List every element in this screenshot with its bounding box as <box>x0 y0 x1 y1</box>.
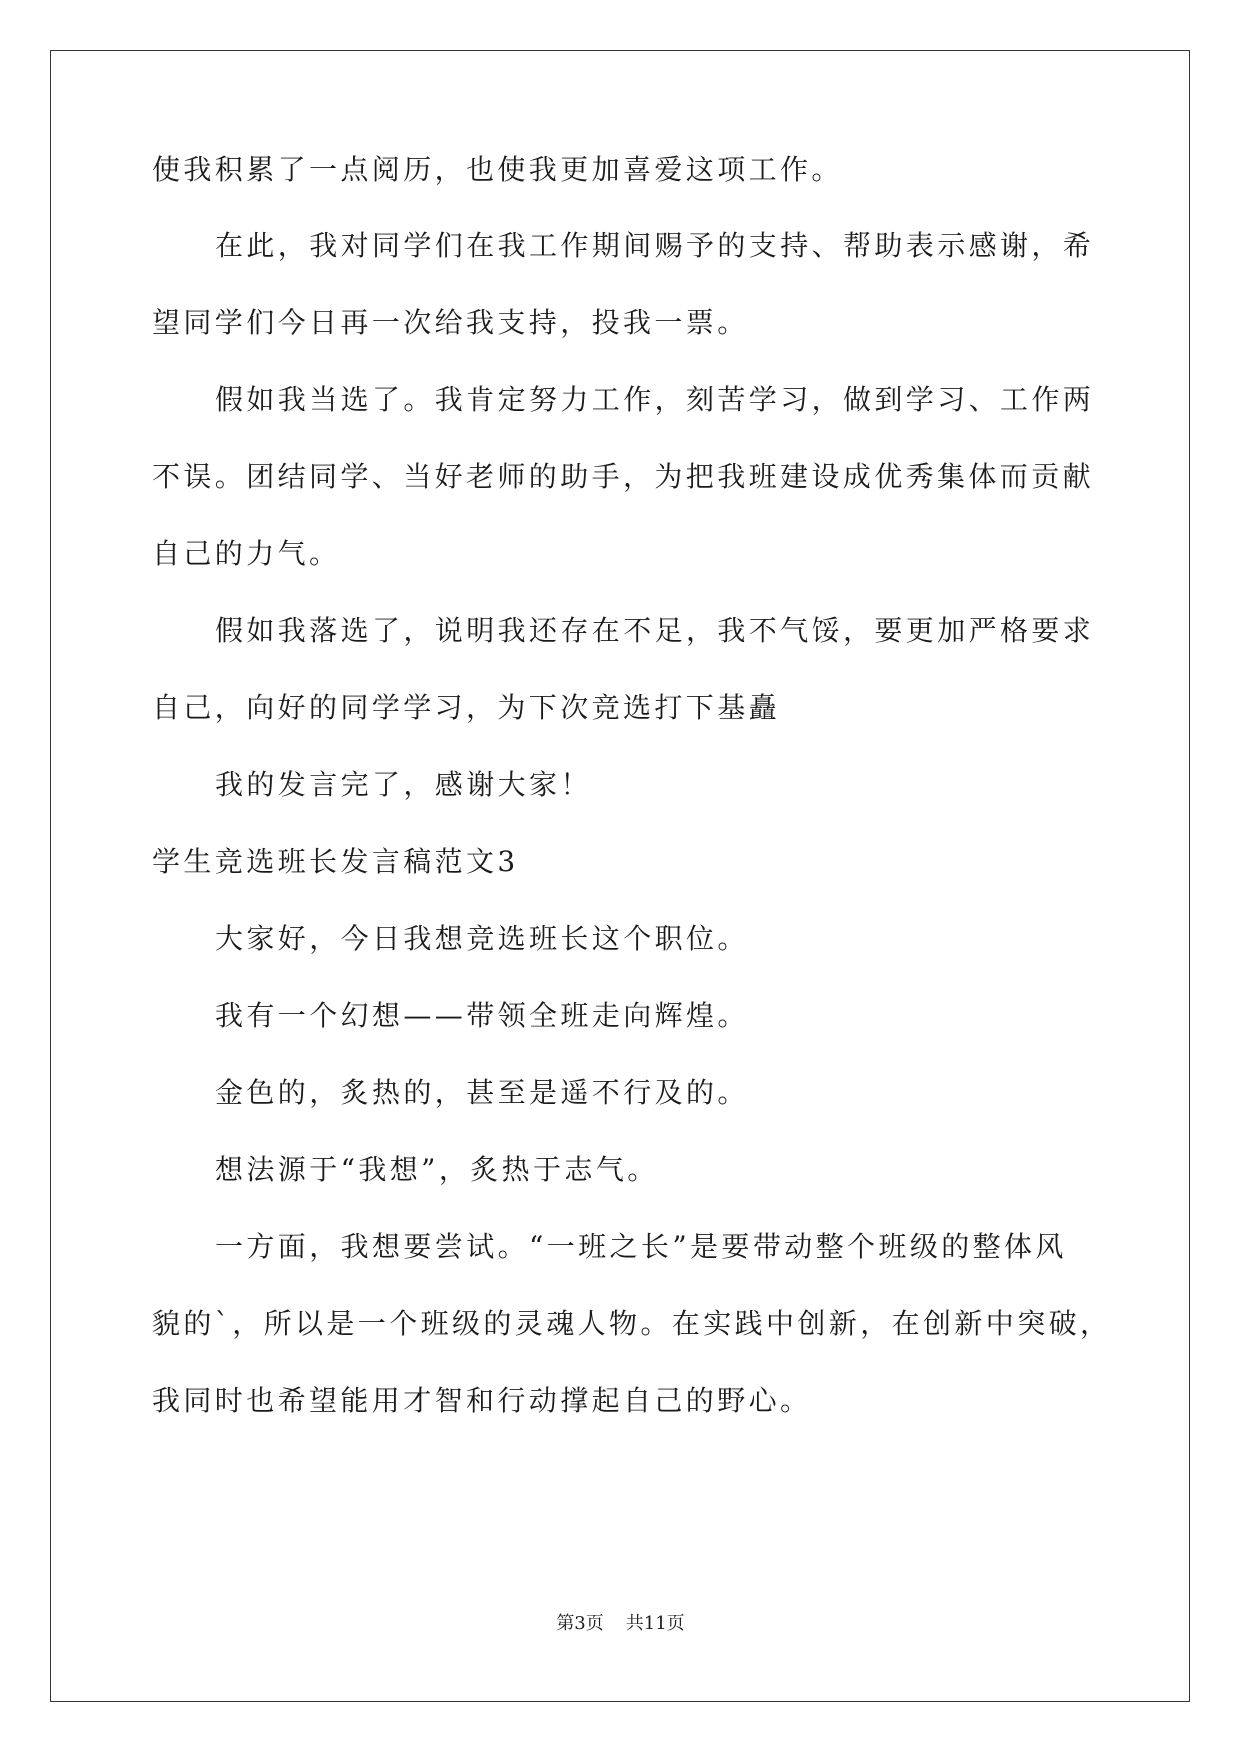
paragraph-line-6: 自己的力气。 <box>152 537 341 570</box>
paragraph-line-13: 金色的，炙热的，甚至是遥不行及的。 <box>215 1076 749 1109</box>
page-footer <box>0 1612 1241 1636</box>
paragraph-line-5: 不误。团结同学、当好老师的助手，为把我班建设成优秀集体而贡献 <box>152 460 1095 493</box>
paragraph-line-14: 想法源于“我想”，炙热于志气。 <box>215 1153 659 1186</box>
paragraph-line-12: 我有一个幻想——带领全班走向辉煌。 <box>215 999 749 1032</box>
page-number: 第3页 <box>556 1613 604 1634</box>
paragraph-line-11: 大家好，今日我想竞选班长这个职位。 <box>215 922 749 955</box>
paragraph-line-16: 貌的`，所以是一个班级的灵魂人物。在实践中创新，在创新中突破， <box>152 1307 1112 1340</box>
paragraph-line-2: 在此，我对同学们在我工作期间赐予的支持、帮助表示感谢，希 <box>215 229 1095 262</box>
paragraph-line-8: 自己，向好的同学学习，为下次竞选打下基矗 <box>152 691 781 724</box>
page-total: 共11页 <box>625 1613 685 1634</box>
paragraph-line-9: 我的发言完了，感谢大家！ <box>215 768 592 801</box>
paragraph-line-7: 假如我落选了，说明我还存在不足，我不气馁，要更加严格要求 <box>215 614 1095 647</box>
paragraph-line-17: 我同时也希望能用才智和行动撑起自己的野心。 <box>152 1384 812 1417</box>
paragraph-line-3: 望同学们今日再一次给我支持，投我一票。 <box>152 306 749 339</box>
paragraph-line-1: 使我积累了一点阅历，也使我更加喜爱这项工作。 <box>152 153 843 186</box>
paragraph-line-15: 一方面，我想要尝试。“一班之长”是要带动整个班级的整体风 <box>215 1230 1067 1263</box>
paragraph-line-4: 假如我当选了。我肯定努力工作，刻苦学习，做到学习、工作两 <box>215 383 1095 416</box>
section-heading: 学生竞选班长发言稿范文3 <box>152 845 519 878</box>
